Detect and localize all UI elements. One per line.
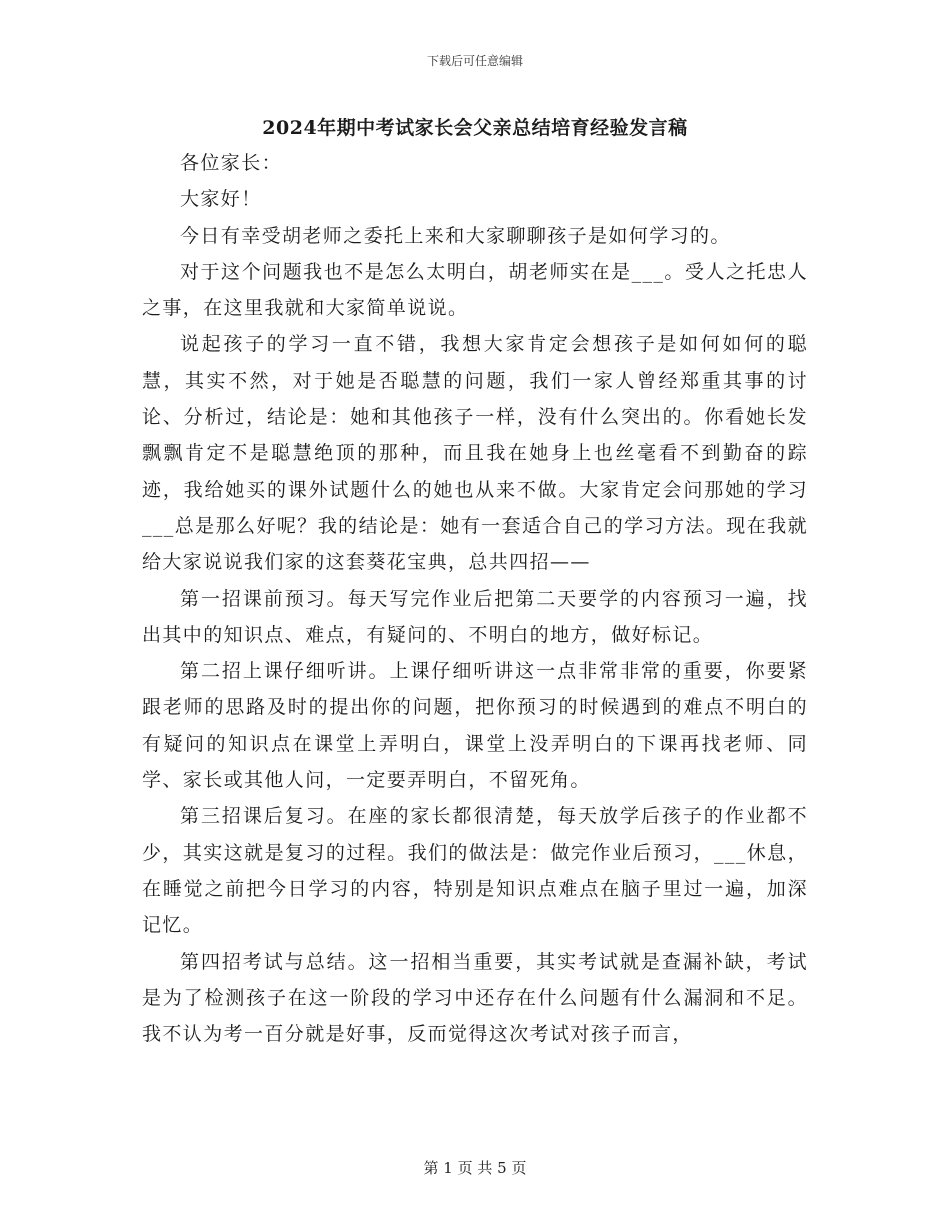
paragraph-salutation: 各位家长： — [180, 152, 283, 174]
paragraph: 第四招考试与总结。这一招相当重要，其实考试就是查漏补缺，考试是为了检测孩子在这一阶段的学习中还存在什么问题有什么漏洞和不足。我不认为考一百分就是好事，反而觉得这次考试对孩子而言， — [142, 950, 808, 1046]
document-title: 2024年期中考试家长会父亲总结培育经验发言稿 — [262, 117, 688, 139]
paragraph: 第一招课前预习。每天写完作业后把第二天要学的内容预习一遍，找出其中的知识点、难点，有疑问的、不明白的地方，做好标记。 — [142, 587, 808, 646]
paragraph: 对于这个问题我也不是怎么太明白，胡老师实在是___。受人之托忠人之事，在这里我就和大家简单说说。 — [142, 260, 808, 320]
header-note: 下载后可任意编辑 — [426, 54, 523, 68]
paragraph-greeting: 大家好！ — [180, 188, 262, 211]
document-body — [142, 145, 808, 1052]
paragraph: 第三招课后复习。在座的家长都很清楚，每天放学后孩子的作业都不少，其实这就是复习的过程。我们的做法是：做完作业后预习，___休息，在睡觉之前把今日学习的内容，特别是知识点难点在脑子里过一遍，加深记忆。 — [142, 805, 808, 937]
page-number: 第 1 页 共 5 页 — [423, 1159, 527, 1177]
paragraph: 今日有幸受胡老师之委托上来和大家聊聊孩子是如何学习的。 — [180, 224, 731, 247]
paragraph: 说起孩子的学习一直不错，我想大家肯定会想孩子是如何如何的聪慧，其实不然，对于她是否聪慧的问题，我们一家人曾经郑重其事的讨论、分析过，结论是：她和其他孩子一样，没有什么突出的。你看她长发飘飘肯定不是聪慧绝顶的那种，而且我在她身上也丝毫看不到勤奋的踪迹，我给她买的课外试题什么的她也从来不做。大家肯定会问那她的学习___总是那么好呢？我的结论是：她有一套适合自己的学习方法。现在我就给大家说说我们家的这套葵花宝典，总共四招—— — [142, 333, 808, 574]
paragraph: 第二招上课仔细听讲。上课仔细听讲这一点非常非常的重要，你要紧跟老师的思路及时的提出你的问题，把你预习的时候遇到的难点不明白的有疑问的知识点在课堂上弄明白，课堂上没弄明白的下课再找老师、同学、家长或其他人问，一定要弄明白，不留死角。 — [142, 660, 808, 792]
